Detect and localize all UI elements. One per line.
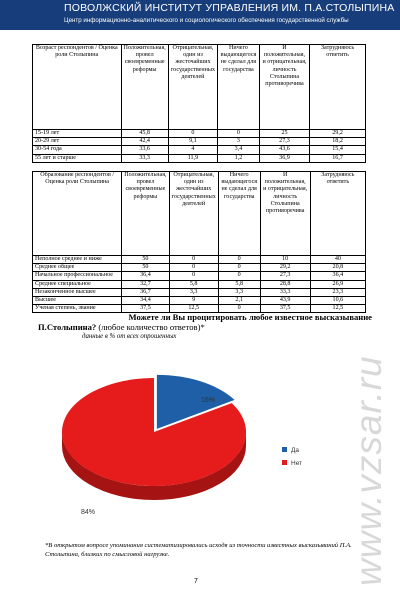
row-label: 20-29 лет	[33, 138, 122, 146]
legend-label: Да	[291, 447, 300, 454]
question-line-1: Можете ли Вы процитировать любое известное высказывание	[128, 312, 372, 322]
row-label: 55 лет и старше	[33, 154, 122, 162]
page-number: 7	[194, 578, 198, 585]
table-cell: 0	[218, 256, 260, 264]
column-header: Возраст респондентов / Оценка роли Столыпина	[33, 45, 122, 130]
table-cell: 27,3	[260, 272, 310, 280]
table-cell: 29,2	[310, 130, 366, 138]
row-label: Незаконченное высшее	[33, 288, 122, 296]
table-cell: 29,2	[260, 264, 310, 272]
chart-units-note: данные в % от всех опрошенных	[82, 333, 177, 340]
watermark-text: www.vzsar.ru	[348, 355, 389, 586]
table-cell: 0	[218, 264, 260, 272]
table-cell: 2,1	[218, 297, 260, 305]
table-cell: 0	[169, 264, 218, 272]
column-header: Затрудняюсь ответить	[310, 172, 365, 256]
table-row	[33, 146, 366, 154]
table-cell: 0	[169, 272, 218, 280]
row-label: 15-19 лет	[33, 130, 122, 138]
pie-data-label: 84%	[80, 509, 96, 516]
table-cell: 1,2	[218, 154, 260, 162]
site-watermark	[346, 226, 392, 586]
table-cell: 50	[122, 256, 169, 264]
column-header: Затрудняюсь ответить	[310, 45, 366, 130]
table-cell: 36,7	[122, 288, 169, 296]
table-row	[33, 130, 366, 138]
table-row	[33, 154, 366, 162]
table-cell: 0	[218, 305, 260, 313]
row-label: Среднее общее	[33, 264, 122, 272]
table-cell: 20,8	[310, 264, 365, 272]
table-cell: 0	[218, 272, 260, 280]
table-cell: 42,4	[121, 138, 168, 146]
table-cell: 9	[169, 297, 218, 305]
question-note: (любое количество ответов)*	[96, 322, 205, 332]
table-row	[33, 264, 366, 272]
table-row	[33, 280, 366, 288]
table-cell: 0	[168, 130, 217, 138]
row-label: Высшее	[33, 297, 122, 305]
table-cell: 3,4	[218, 146, 260, 154]
column-header: И положительная, и отрицательная, личность Столыпина противоречива	[259, 45, 309, 130]
table-cell: 16,7	[310, 154, 366, 162]
table-cell: 11,9	[168, 154, 217, 162]
table-cell: 43,6	[259, 146, 309, 154]
table-cell: 5,8	[169, 280, 218, 288]
table-cell: 25	[259, 130, 309, 138]
table-cell: 0	[169, 256, 218, 264]
table-cell: 3	[218, 138, 260, 146]
column-header: Ничего выдающегося не сделал для государства	[218, 172, 260, 256]
row-label: Начальное профессиональное	[33, 272, 122, 280]
table-cell: 28,8	[260, 280, 310, 288]
table-cell: 15,4	[310, 146, 366, 154]
pie-data-label: 16%	[200, 397, 216, 404]
column-header: Положительная, провел своевременные реформы	[121, 45, 168, 130]
table-cell: 43,9	[260, 297, 310, 305]
table-row	[33, 138, 366, 146]
table-cell: 3,3	[169, 288, 218, 296]
table-cell: 4	[168, 146, 217, 154]
legend-label: Нет	[291, 460, 303, 467]
table-cell: 50	[122, 264, 169, 272]
table-cell: 32,7	[122, 280, 169, 288]
table-cell: 36,9	[259, 154, 309, 162]
table-cell: 34,4	[122, 297, 169, 305]
legend-swatch	[282, 460, 287, 465]
question-line-2	[38, 322, 372, 332]
table-cell: 37,5	[260, 305, 310, 313]
table-cell: 37,5	[122, 305, 169, 313]
table-cell: 18,2	[310, 138, 366, 146]
table-header-row	[33, 172, 366, 256]
column-header: Отрицательная, один из жесточайших государственных деятелей	[168, 45, 217, 130]
institute-subtitle: Центр информационно-аналитического и социологического обеспечения государственной службы	[64, 17, 349, 24]
legend-swatch	[282, 447, 287, 452]
table-cell: 5,8	[218, 280, 260, 288]
table-cell: 12,5	[169, 305, 218, 313]
row-label: Неполное среднее и ниже	[33, 256, 122, 264]
table-cell: 0	[218, 130, 260, 138]
pie-chart	[46, 352, 326, 522]
table-cell: 36,4	[122, 272, 169, 280]
column-header: Ничего выдающегося не сделал для государства	[218, 45, 260, 130]
table-cell: 26,9	[310, 280, 365, 288]
table-row	[33, 297, 366, 305]
column-header: Положительная, провел своевременные реформы	[122, 172, 169, 256]
row-label: Ученая степень, звание	[33, 305, 122, 313]
table-cell: 36,4	[310, 272, 365, 280]
table-cell: 10	[260, 256, 310, 264]
column-header: Отрицательная, один из жесточайших государственных деятелей	[169, 172, 218, 256]
table-cell: 40	[310, 256, 365, 264]
header-banner	[0, 0, 400, 30]
age-table	[32, 44, 366, 163]
table-cell: 33,6	[121, 146, 168, 154]
table-cell: 12,5	[310, 305, 365, 313]
table-cell: 33,3	[260, 288, 310, 296]
table-cell: 45,8	[121, 130, 168, 138]
table-row	[33, 272, 366, 280]
column-header: Образование респондентов / Оценка роли Столыпина	[33, 172, 122, 256]
footnote: *В открытом вопросе упоминания систематизировались исходя из точности известных высказываний П.А. Столыпина, близких по смысловой нагрузке.	[45, 542, 352, 558]
table-cell: 10,6	[310, 297, 365, 305]
row-label: Среднее специальное	[33, 280, 122, 288]
education-table	[32, 171, 366, 313]
row-label: 30-54 года	[33, 146, 122, 154]
table-header-row	[33, 45, 366, 130]
institute-title: ПОВОЛЖСКИЙ ИНСТИТУТ УПРАВЛЕНИЯ ИМ. П.А.СТОЛЫПИНА	[64, 2, 395, 14]
table-cell: 27,3	[259, 138, 309, 146]
column-header: И положительная, и отрицательная, личность Столыпина противоречива	[260, 172, 310, 256]
table-cell: 3,3	[218, 288, 260, 296]
table-cell: 23,3	[310, 288, 365, 296]
question-subject: П.Столыпина?	[38, 322, 97, 332]
table-row	[33, 288, 366, 296]
table-row	[33, 256, 366, 264]
table-cell: 9,1	[168, 138, 217, 146]
table-cell: 33,3	[121, 154, 168, 162]
